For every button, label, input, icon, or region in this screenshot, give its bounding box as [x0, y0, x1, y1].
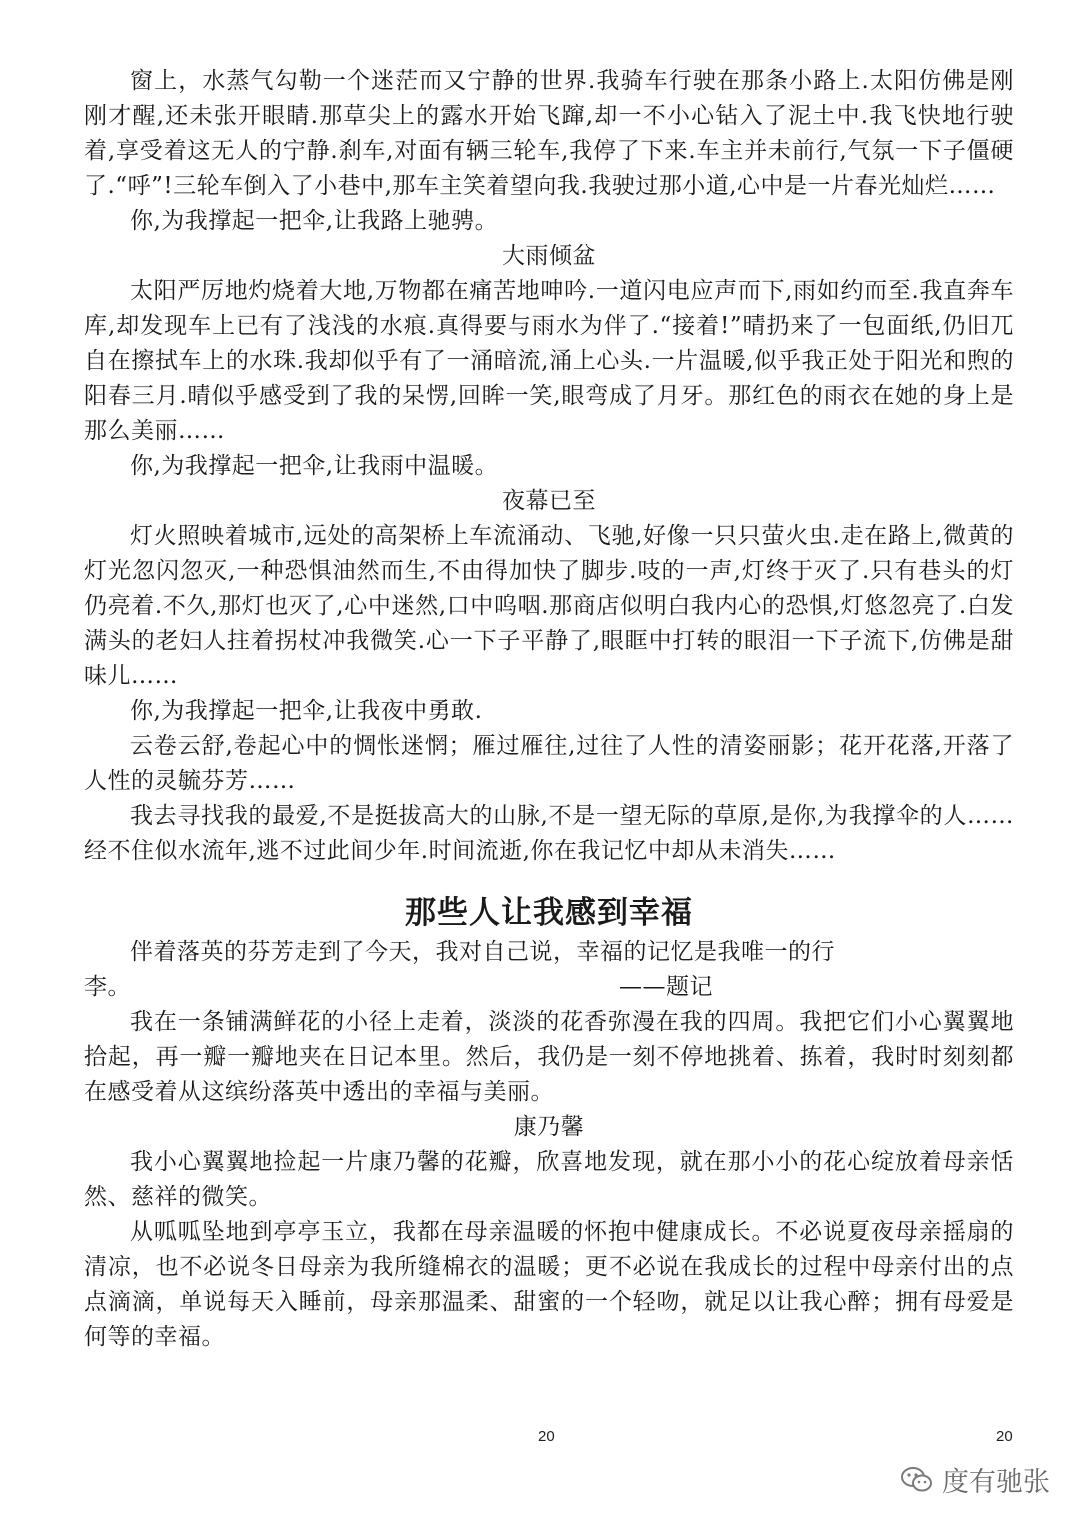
epigraph-footer	[84, 970, 1014, 1005]
essay-title: 那些人让我感到幸福	[405, 895, 693, 931]
watermark-text: 度有驰张	[942, 1467, 1050, 1498]
document-page	[84, 64, 1014, 1355]
paragraph-rain: 太阳严厉地灼烧着大地,万物都在痛苦地呻吟.一道闪电应声而下,雨如约而至.我直奔车库,却发现车上已有了浅浅的水痕.真得要与雨水为伴了.“接着!”晴扔来了一包面纸,仍旧兀自在擦拭车上的水珠.我却似乎有了一涌暗流,涌上心头.一片温暖,似乎我正处于阳光和煦的阳春三月.晴似乎感受到了我的呆愣,回眸一笑,眼弯成了月牙。那红色的雨衣在她的身上是那么美丽……	[84, 278, 1014, 444]
subheading-carnation: 康乃馨	[513, 1114, 585, 1140]
paragraph-search: 我去寻找我的最爱,不是挺拔高大的山脉,不是一望无际的草原,是你,为我撑伞的人……经不住似水流年,逃不过此间少年.时间流逝,你在我记忆中却从未消失……	[84, 803, 1014, 864]
refrain-road: 你,为我撑起一把伞,让我路上驰骋。	[130, 208, 499, 234]
page-number-right: 20	[996, 1428, 1013, 1445]
page-number-center: 20	[538, 1428, 555, 1445]
epigraph-continuation: 李。	[84, 974, 131, 1000]
paragraph-mother: 从呱呱坠地到亭亭玉立，我都在母亲温暖的怀抱中健康成长。不必说夏夜母亲摇扇的清凉，也不必说冬日母亲为我所缝棉衣的温暖；更不必说在我成长的过程中母亲付出的点点滴滴，单说每天入睡前，母亲那温柔、甜蜜的一个轻吻，就足以让我心醉；拥有母爱是何等的幸福。	[84, 1219, 1014, 1350]
refrain-night: 你,为我撑起一把伞,让我夜中勇敢.	[130, 698, 483, 724]
paragraph-carnation: 我小心翼翼地捡起一片康乃馨的花瓣，欣喜地发现，就在那小小的花心绽放着母亲恬然、慈祥的微笑。	[84, 1149, 1014, 1210]
paragraph-window: 窗上，水蒸气勾勒一个迷茫而又宁静的世界.我骑车行驶在那条小路上.太阳仿佛是刚刚才醒,还未张开眼睛.那草尖上的露水开始飞蹿,却一不小心钻入了泥土中.我飞快地行驶着,享受着这无人的宁静.刹车,对面有辆三轮车,我停了下来.车主并未前行,气氛一下子僵硬了.“呼”!三轮车倒入了小巷中,那车主笑着望向我.我驶过那小道,心中是一片春光灿烂……	[84, 68, 1014, 199]
paragraph-flower-path: 我在一条铺满鲜花的小径上走着，淡淡的花香弥漫在我的四周。我把它们小心翼翼地拾起，再一瓣一瓣地夹在日记本里。然后，我仍是一刻不停地挑着、拣着，我时时刻刻都在感受着从这缤纷落英中透出的幸福与美丽。	[84, 1009, 1014, 1105]
subheading-heavy-rain: 大雨倾盆	[502, 243, 596, 269]
paragraph-clouds: 云卷云舒,卷起心中的惆怅迷惘；雁过雁往,过往了人性的清姿丽影；花开花落,开落了人性的灵毓芬芳……	[84, 733, 1014, 794]
wechat-icon	[900, 1463, 934, 1497]
subheading-nightfall: 夜幕已至	[502, 488, 596, 514]
epigraph-line: 伴着落英的芬芳走到了今天，我对自己说，幸福的记忆是我唯一的行	[130, 939, 835, 965]
watermark	[900, 1460, 1050, 1499]
epigraph-source: ——题记	[619, 974, 713, 1000]
refrain-rain: 你,为我撑起一把伞,让我雨中温暖。	[130, 453, 499, 479]
paragraph-night: 灯火照映着城市,远处的高架桥上车流涌动、飞驰,好像一只只萤火虫.走在路上,微黄的灯光忽闪忽灭,一种恐惧油然而生,不由得加快了脚步.吱的一声,灯终于灭了.只有巷头的灯仍亮着.不久,那灯也灭了,心中迷然,口中呜咽.那商店似明白我内心的恐惧,灯悠忽亮了.白发满头的老妇人拄着拐杖冲我微笑.心一下子平静了,眼眶中打转的眼泪一下子流下,仿佛是甜味儿……	[84, 523, 1014, 689]
